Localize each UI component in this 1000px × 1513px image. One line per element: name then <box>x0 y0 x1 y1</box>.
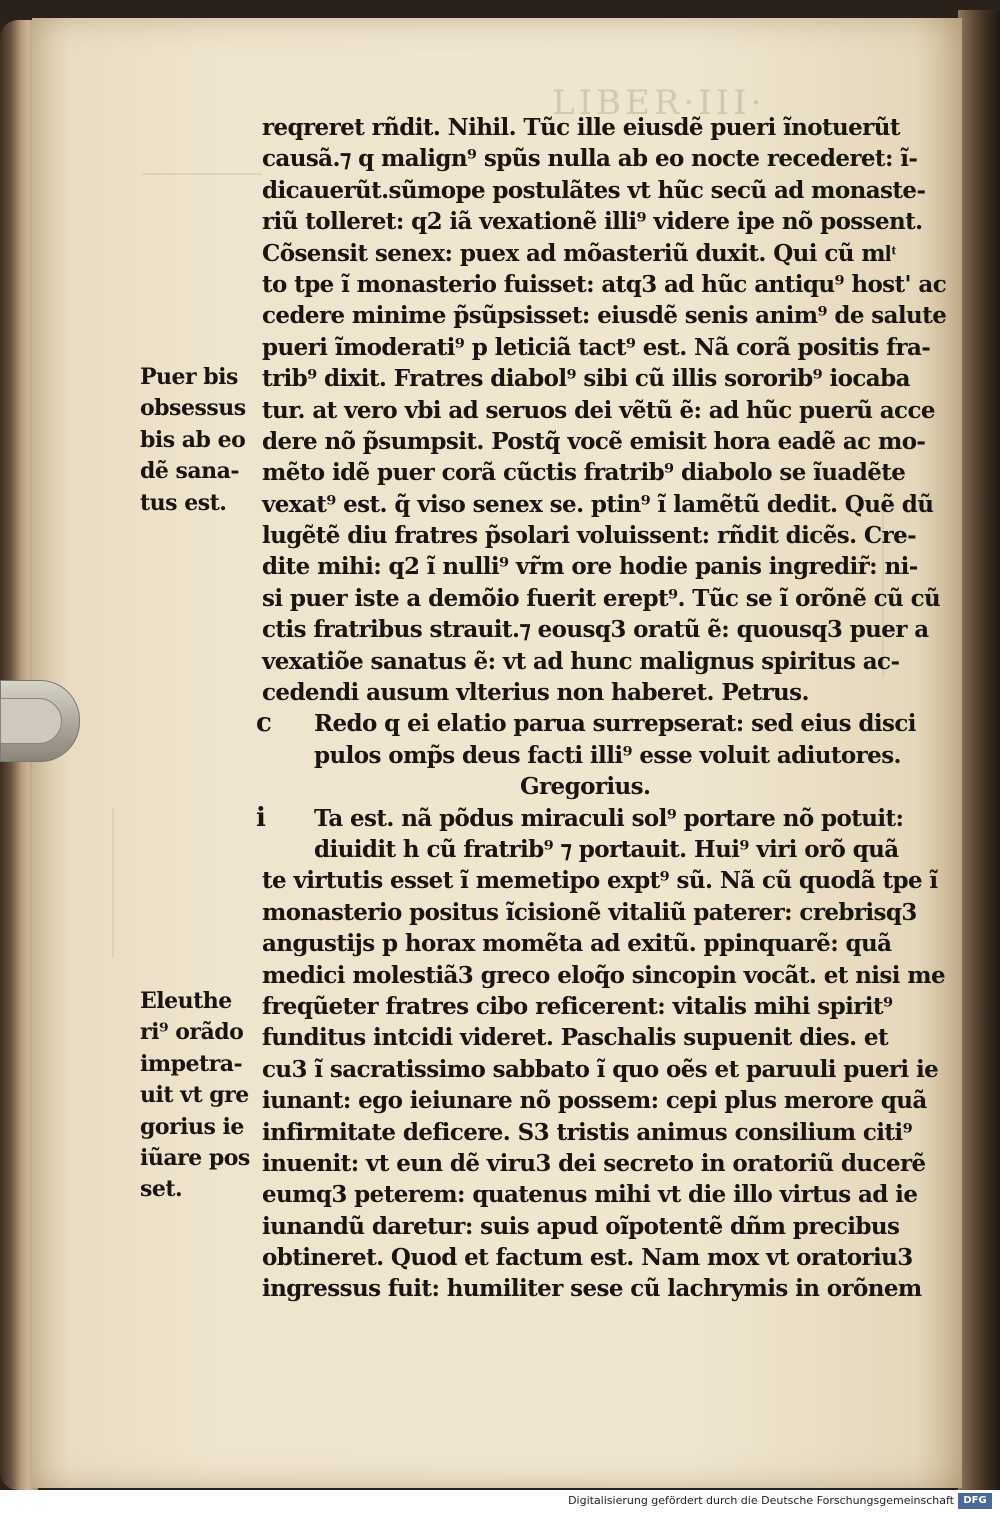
text-line: vexatiõe sanatus ẽ: vt ad hunc malignus spiritus ac- <box>262 647 900 675</box>
text-line: infirmitate deficere. S3 tristis animus consilium citi⁹ <box>262 1118 913 1146</box>
text-line: cedere minime p̃sũpsisset: eiusdẽ senis anim⁹ de salute <box>262 302 947 330</box>
petrus-initial: c <box>256 708 272 739</box>
text-line: lugẽtẽ diu fratres p̃solari voluissent: rñdit dicẽs. Cre- <box>262 522 917 550</box>
text-line: tur. at vero vbi ad seruos dei vẽtũ ẽ: ad hũc puerũ acce <box>262 396 935 424</box>
text-line: Cõsensit senex: puex ad mõasteriũ duxit. Qui cũ mlͭ <box>262 239 896 267</box>
text-line: inuenit: vt eun dẽ viru3 dei secreto in oratoriũ ducerẽ <box>262 1149 926 1177</box>
text-line: iunant: ego ieiunare nõ possem: cepi plus merore quã <box>262 1087 927 1115</box>
page-clip-inner <box>0 698 62 744</box>
text-line: reqreret rñdit. Nihil. Tũc ille eiusdẽ pueri ĩnotuerũt <box>262 114 900 141</box>
margin-note-line: Eleuthe <box>140 988 232 1014</box>
margin-note-line: bis ab eo <box>140 426 246 453</box>
text-line: eumq3 peterem: quatenus mihi vt die illo virtus ad ie <box>262 1181 918 1209</box>
text-line: obtineret. Quod et factum est. Nam mox vt oratoriu3 <box>262 1244 913 1272</box>
text-line: ctis fratribus strauit.⁊ eousq3 oratũ ẽ: quousq3 puer a <box>262 616 929 644</box>
text-line: si puer iste a demõio fuerit erept⁹. Tũc se ĩ orõnẽ cũ cũ <box>262 584 941 612</box>
margin-note-line: gorius ie <box>140 1113 244 1140</box>
text-line: pueri ĩmoderati⁹ p leticiã tact⁹ est. Nã corã positis fra- <box>262 333 931 361</box>
bleedthrough-heading: LIBER·III· <box>552 83 766 123</box>
margin-note-possessed-boy <box>140 362 260 519</box>
footer-bar <box>0 1490 1000 1513</box>
dfg-logo: DFG <box>958 1493 992 1509</box>
margin-note-line: Puer bis <box>140 364 238 390</box>
book-right-edge <box>958 10 1000 1490</box>
text-line: trib⁹ dixit. Fratres diabol⁹ sibi cũ illis sororib⁹ iocaba <box>262 365 910 393</box>
footer-credit: Digitalisierung gefördert durch die Deutsche Forschungsgemeinschaft <box>568 1494 954 1507</box>
margin-note-line: tus est. <box>140 489 227 516</box>
bleedthrough-margin-left <box>112 808 204 958</box>
text-line: monasterio positus ĩcisionẽ vitaliũ paterer: crebrisq3 <box>262 898 917 926</box>
text-line: iunandũ daretur: suis apud oĩpotentẽ dñm precibus <box>262 1212 900 1240</box>
margin-note-line: impetra- <box>140 1050 243 1077</box>
text-line: funditus intcidi videret. Paschalis supuenit dies. et <box>262 1024 888 1052</box>
margin-note-line: set. <box>140 1176 183 1203</box>
margin-note-line: dẽ sana- <box>140 458 240 485</box>
margin-note-eleutherius <box>140 986 260 1206</box>
text-line: angustijs p horax momẽta ad exitũ. ppinquarẽ: quã <box>262 930 892 958</box>
text-line: dicauerũt.sũmope postulãtes vt hũc secũ ad monaste- <box>262 176 926 204</box>
text-line: to tpe ĩ monasterio fuisset: atq3 ad hũc antiqu⁹ host' ac <box>262 270 947 298</box>
text-line: mẽto idẽ puer corã cũctis fratrib⁹ diabolo se ĩuadẽte <box>262 459 906 487</box>
text-line: ingressus fuit: humiliter sese cũ lachrymis in orõnem <box>262 1275 922 1303</box>
gregorius-initial: i <box>256 802 266 833</box>
gregorius-paragraph <box>256 802 946 1305</box>
margin-note-line: uit vt gre <box>140 1082 249 1109</box>
text-line: dite mihi: q2 ĩ nulli⁹ vr̃m ore hodie panis ingredir̃: ni- <box>262 553 918 581</box>
text-line: pulos omp̃s deus facti illi⁹ esse voluit adiutores. <box>314 741 901 769</box>
text-line: vexat⁹ est. q̃ viso senex se. ptin⁹ ĩ lamẽtũ dedit. Quẽ dũ <box>262 490 934 518</box>
text-line: diuidit h cũ fratrib⁹ ⁊ portauit. Hui⁹ viri orõ quã <box>314 835 899 863</box>
text-line: freqũeter fratres cibo reficerent: vitalis mihi spirit⁹ <box>262 992 893 1020</box>
text-line: causã.⁊ q malign⁹ spũs nulla ab eo nocte recederet: ĩ- <box>262 145 918 173</box>
text-line: riũ tolleret: q2 iã vexationẽ illi⁹ videre ipe nõ possent. <box>262 208 923 236</box>
text-line: dere nõ p̃sumpsit. Postq̃ vocẽ emisit hora eadẽ ac mo- <box>262 427 926 455</box>
main-text-column <box>256 112 947 1305</box>
text-line: medici molestiã3 greco eloq̃o sincopin vocãt. et nisi me <box>262 961 946 989</box>
text-line: cedendi ausum vlterius non haberet. Petrus. <box>262 679 809 707</box>
margin-note-line: iũare pos <box>140 1144 250 1171</box>
margin-note-line: ri⁹ orãdo <box>140 1019 244 1046</box>
text-line: Ta est. nã põdus miraculi sol⁹ portare nõ potuit: <box>314 804 904 832</box>
text-line: Redo q ei elatio parua surrepserat: sed eius disci <box>314 710 916 738</box>
gregorius-heading: Gregorius. <box>520 773 651 801</box>
main-paragraph <box>262 112 947 708</box>
margin-note-line: obsessus <box>140 395 246 422</box>
text-line: cu3 ĩ sacratissimo sabbato ĩ quo oẽs et paruuli pueri ie <box>262 1055 939 1083</box>
bleedthrough-margin-top <box>142 113 262 175</box>
text-line: te virtutis esset ĩ memetipo expt⁹ sũ. Nã cũ quodã tpe ĩ <box>262 867 938 895</box>
petrus-paragraph <box>256 708 916 771</box>
